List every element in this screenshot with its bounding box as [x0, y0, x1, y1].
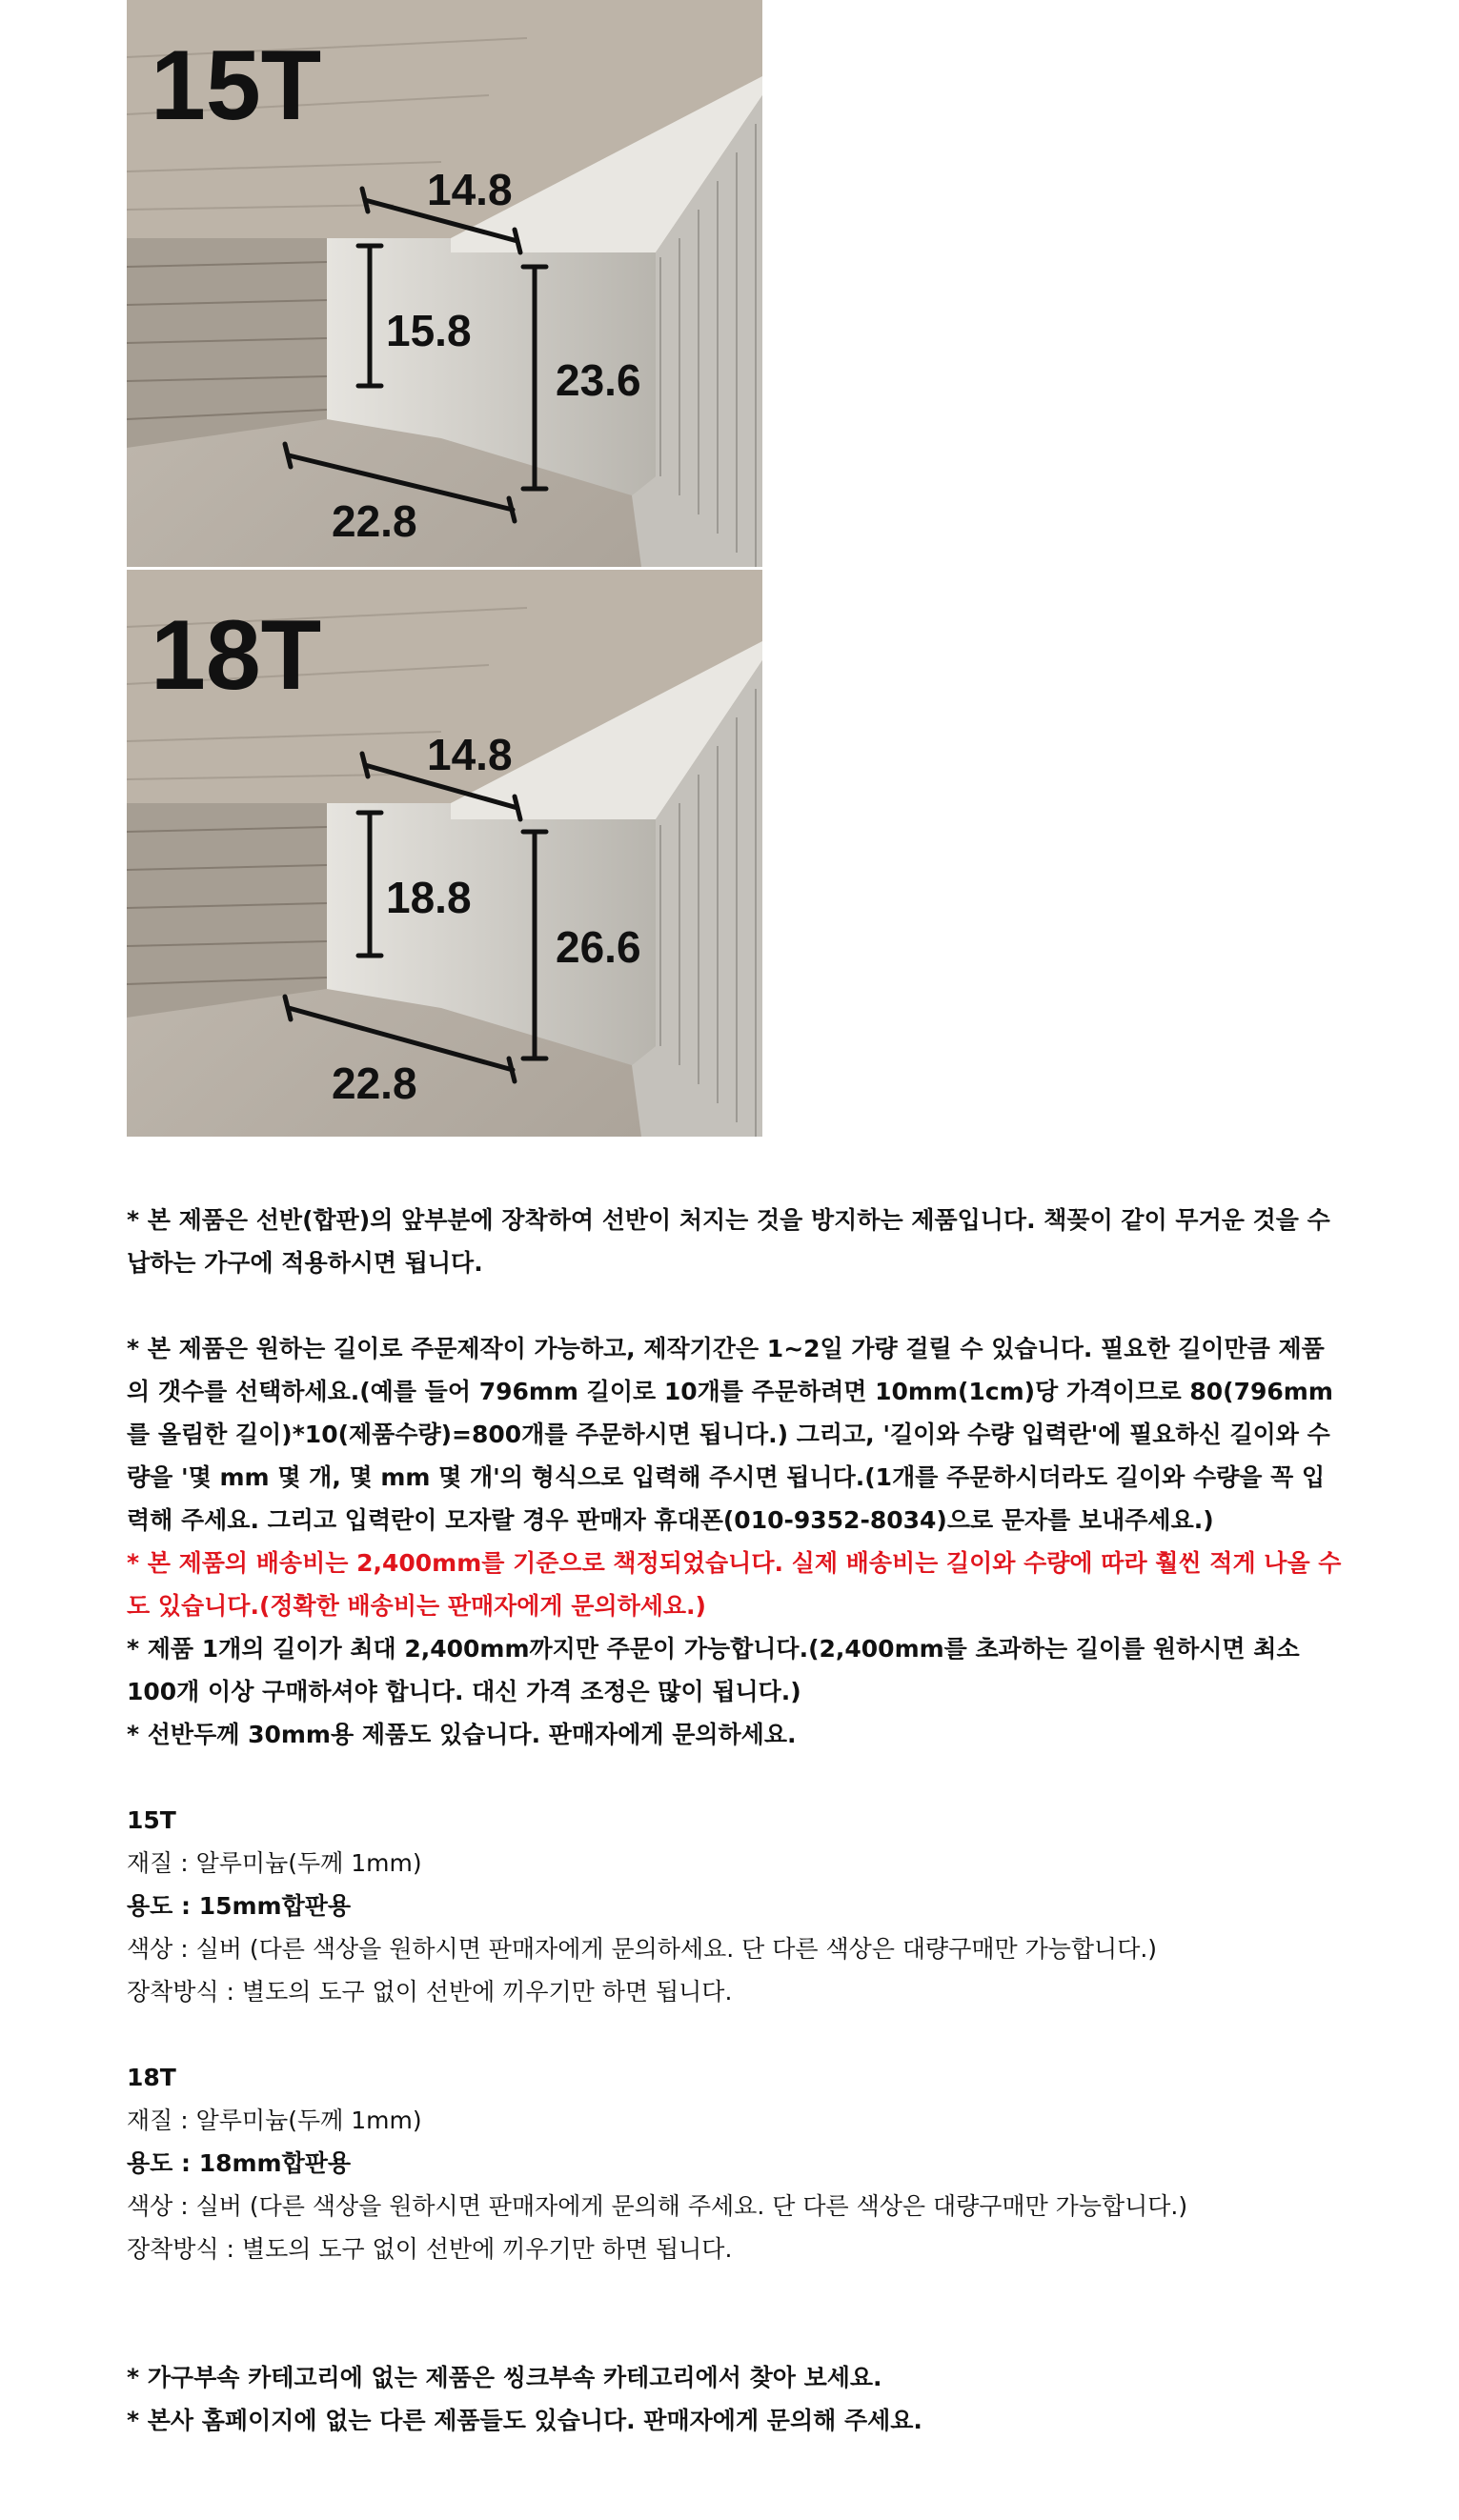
spec-color-18t: 색상 : 실버 (다른 색상을 원하시면 판매자에게 문의해 주세요. 단 다른 색상은 대량구매만 가능합니다.): [127, 2192, 1188, 2220]
product-photo-18t: [127, 570, 762, 1137]
note-max-length: * 제품 1개의 길이가 최대 2,400mm까지만 주문이 가능합니다.(2,400mm를 초과하는 길이를 원하시면 최소 100개 이상 구매하셔야 합니다. 대신 가격 조정은 많이 됩니다.): [127, 1635, 1300, 1705]
spec-15t: [127, 1799, 1347, 2013]
footer-note-sink: * 가구부속 카테고리에 없는 제품은 씽크부속 카테고리에서 찾아 보세요.: [127, 2364, 882, 2391]
footer-note-more: * 본사 홈페이지에 없는 다른 제품들도 있습니다. 판매자에게 문의해 주세요.: [127, 2407, 922, 2434]
dim-outer-15t: 23.6: [556, 355, 641, 405]
spec-material-15t: 재질 : 알루미늄(두께 1mm): [127, 1849, 422, 1877]
spec-install-15t: 장착방식 : 별도의 도구 없이 선반에 끼우기만 하면 됩니다.: [127, 1978, 733, 2006]
size-tag-15t: 15T: [151, 30, 322, 141]
spec-use-15t: 용도 : 15mm합판용: [127, 1892, 352, 1920]
dim-bottom-18t: 22.8: [332, 1058, 417, 1108]
spec-use-18t: 용도 : 18mm합판용: [127, 2149, 352, 2177]
dim-top-18t: 14.8: [427, 730, 513, 779]
dim-outer-18t: 26.6: [556, 922, 641, 972]
spec-title-18t: 18T: [127, 2064, 176, 2091]
profile-diagram-18t: [127, 570, 762, 1137]
note-purpose: * 본 제품은 선반(합판)의 앞부분에 장착하여 선반이 처지는 것을 방지하는 제품입니다. 책꽂이 같이 무거운 것을 수납하는 가구에 적용하시면 됩니다.: [127, 1206, 1330, 1277]
spec-title-15t: 15T: [127, 1806, 176, 1834]
note-shipping: * 본 제품의 배송비는 2,400mm를 기준으로 책정되었습니다. 실제 배송비는 길이와 수량에 따라 훨씬 적게 나올 수도 있습니다.(정확한 배송비는 판매자에게 문의하세요.): [127, 1549, 1342, 1620]
spec-color-15t: 색상 : 실버 (다른 색상을 원하시면 판매자에게 문의하세요. 단 다른 색상은 대량구매만 가능합니다.): [127, 1935, 1158, 1963]
dim-top-15t: 14.8: [427, 165, 513, 214]
dim-inner-18t: 18.8: [386, 873, 472, 922]
dim-bottom-15t: 22.8: [332, 496, 417, 546]
spec-install-18t: 장착방식 : 별도의 도구 없이 선반에 끼우기만 하면 됩니다.: [127, 2235, 733, 2263]
note-custom-order: * 본 제품은 원하는 길이로 주문제작이 가능하고, 제작기간은 1~2일 가량 걸릴 수 있습니다. 필요한 길이만큼 제품의 갯수를 선택하세요.(예를 들어 796mm 길이로 10개를 주문하려면 10mm(1cm)당 가격이므로 80(796mm를 올림한 길이)*10(제품수량)=800개를 주문하시면 됩니다.) 그리고, '길이와 수량 입력란'에 필요하신 길이와 수량을 '몇 mm 몇 개, 몇 mm 몇 개'의 형식으로 입력해 주시면 됩니다.(1개를 주문하시더라도 길이와 수량을 꼭 입력해 주세요. 그리고 입력란이 모자랄 경우 판매자 휴대폰(010-9352-8034)으로 문자를 보내주세요.): [127, 1335, 1333, 1534]
description-block: [127, 1199, 1347, 2442]
spec-18t: [127, 2056, 1347, 2270]
product-photo-15t: [127, 0, 762, 567]
dim-inner-15t: 15.8: [386, 306, 472, 355]
spec-material-18t: 재질 : 알루미늄(두께 1mm): [127, 2107, 422, 2134]
profile-diagram-15t: [127, 0, 762, 567]
size-tag-18t: 18T: [151, 600, 322, 711]
note-30mm: * 선반두께 30mm용 제품도 있습니다. 판매자에게 문의하세요.: [127, 1721, 797, 1748]
